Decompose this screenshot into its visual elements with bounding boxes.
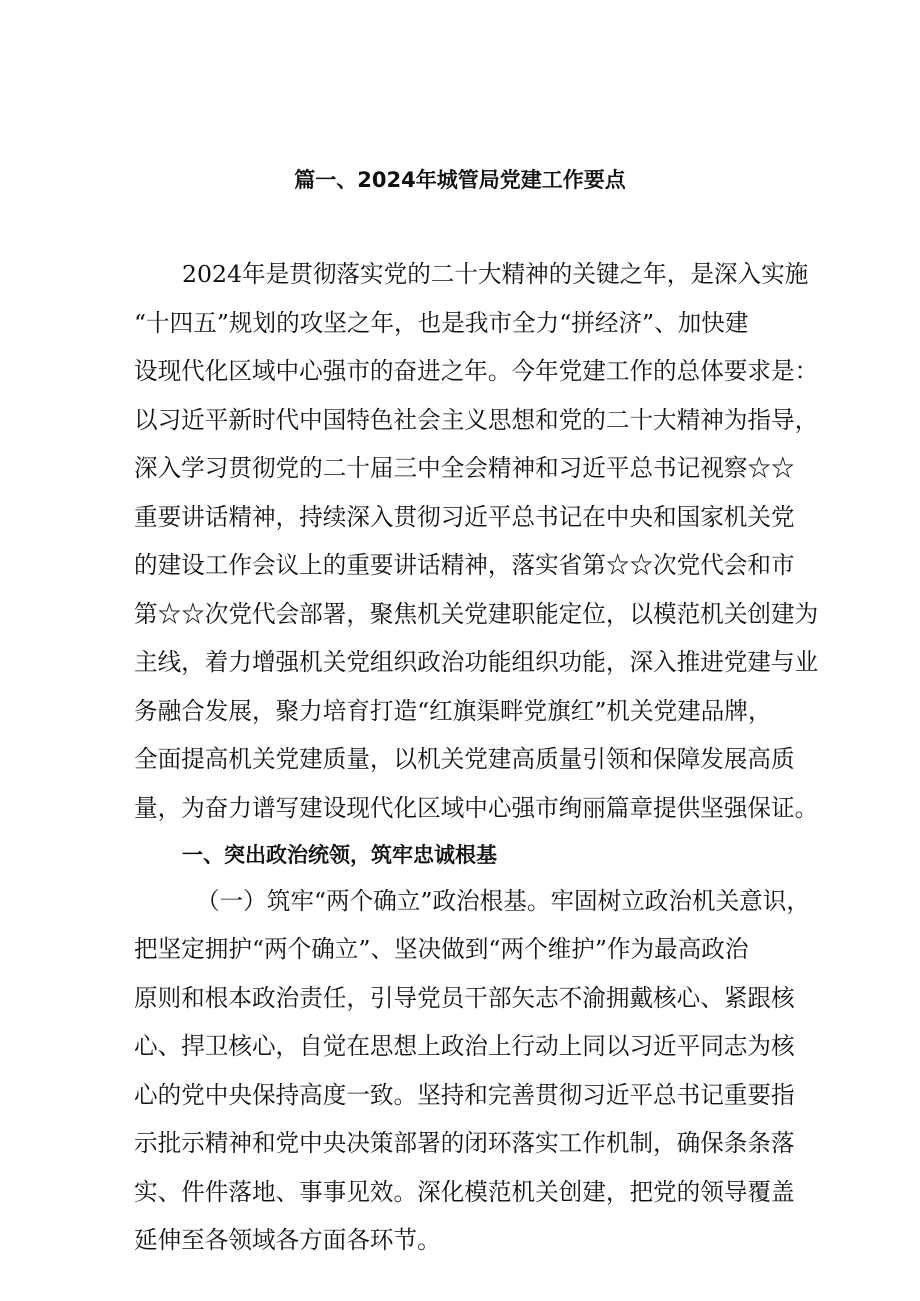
document-title: 篇一、2024年城管局党建工作要点 <box>294 168 626 192</box>
paragraph-line: 重要讲话精神，持续深入贯彻习近平总书记在中央和国家机关党 <box>134 503 795 531</box>
paragraph-line: 深入学习贯彻党的二十届三中全会精神和习近平总书记视察☆☆ <box>134 454 795 482</box>
paragraph-line: 心的党中央保持高度一致。坚持和完善贯彻习近平总书记重要指 <box>134 1081 795 1109</box>
paragraph-line: 全面提高机关党建质量，以机关党建高质量引领和保障发展高质 <box>134 745 795 773</box>
paragraph-line: 实、件件落地、事事见效。深化模范机关创建，把党的领导覆盖 <box>134 1178 795 1206</box>
paragraph-line: （一）筑牢“两个确立”政治根基。牢固树立政治机关意识， <box>196 887 810 915</box>
paragraph-line: 2024年是贯彻落实党的二十大精神的关键之年，是深入实施 <box>182 260 809 288</box>
paragraph-line: 设现代化区域中心强市的奋进之年。今年党建工作的总体要求是： <box>134 357 819 385</box>
paragraph-line: 主线，着力增强机关党组织政治功能组织功能，深入推进党建与业 <box>134 648 819 676</box>
paragraph-line: 量，为奋力谱写建设现代化区域中心强市绚丽篇章提供坚强保证。 <box>134 794 819 822</box>
paragraph-line: 示批示精神和党中央决策部署的闭环落实工作机制，确保条条落 <box>134 1129 795 1157</box>
paragraph-line: “十四五”规划的攻坚之年，也是我市全力“拼经济”、加快建 <box>134 309 749 337</box>
paragraph-line: 心、捍卫核心，自觉在思想上政治上行动上同以习近平同志为核 <box>134 1032 795 1060</box>
paragraph-line: 延伸至各领域各方面各环节。 <box>134 1226 441 1254</box>
section-heading: 一、突出政治统领，筑牢忠诚根基 <box>182 843 497 867</box>
paragraph-line: 把坚定拥护“两个确立”、坚决做到“两个维护”作为最高政治 <box>134 935 749 963</box>
paragraph-line: 原则和根本政治责任，引导党员干部矢志不渝拥戴核心、紧跟核 <box>134 984 795 1012</box>
paragraph-line: 以习近平新时代中国特色社会主义思想和党的二十大精神为指导， <box>134 406 819 434</box>
paragraph-line: 务融合发展，聚力培育打造“红旗渠畔党旗红”机关党建品牌， <box>134 697 772 725</box>
paragraph-line: 第☆☆次党代会部署，聚焦机关党建职能定位，以模范机关创建为 <box>134 600 819 628</box>
paragraph-line: 的建设工作会议上的重要讲话精神，落实省第☆☆次党代会和市 <box>134 551 795 579</box>
